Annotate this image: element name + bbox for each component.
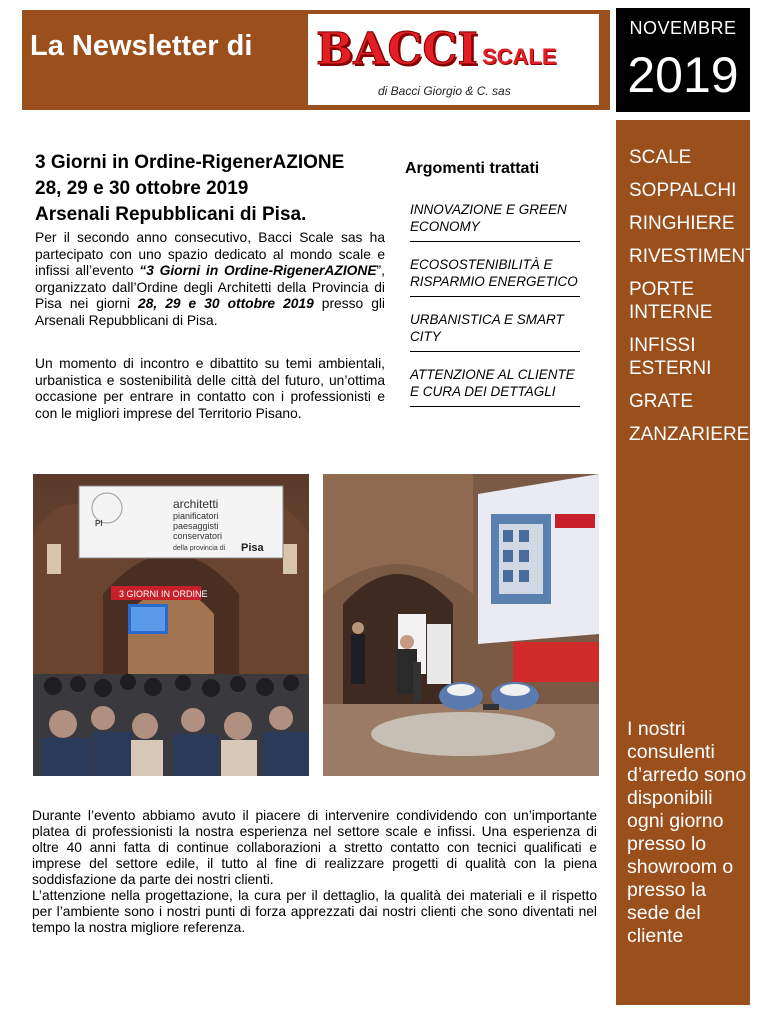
article-paragraph-4: L’attenzione nella progettazione, la cura per il dettaglio, la qualità dei materiali e il rispetto per l’ambiente sono i nostri punti di forza apprezzati dai nostri clienti che sono diventati nel tempo la nostra migliore referenza.: [32, 888, 597, 935]
event-name: “3 Giorni in Ordine-RigenerAZIONE: [139, 263, 377, 278]
sidebar-note: I nostri consulenti d’arredo sono disponibili ogni giorno presso lo showroom o presso la sede del cliente: [627, 718, 747, 947]
logo-brand-text: BACCI: [316, 24, 478, 75]
issue-year: 2019: [627, 47, 739, 103]
text-run: Per il secondo anno consecutivo, Bacci Scale sas ha partecipato con uno spazio dedicato al mondo scale e infissi all’evento: [35, 230, 385, 278]
product-item: GRATE: [629, 391, 694, 412]
title-line: 3 Giorni in Ordine-RigenerAZIONE: [35, 152, 345, 173]
product-item: SCALE: [629, 147, 692, 168]
stage-presentation-photo: [323, 474, 599, 776]
product-item: ZANZARIERE: [629, 424, 750, 445]
product-item: RIVESTIMENTI: [629, 246, 763, 267]
product-item: PORTE INTERNE: [629, 279, 713, 323]
logo-suffix-text: SCALE: [481, 44, 557, 69]
topic-item: URBANISTICA E SMART CITY: [410, 309, 580, 352]
company-logo: [308, 14, 599, 105]
topics-title: Argomenti trattati: [405, 160, 540, 177]
banner-text: architetti: [173, 497, 219, 511]
topic-item: ECOSOSTENIBILITÀ E RISPARMIO ENERGETICO: [410, 254, 580, 297]
article-paragraph-2: Un momento di incontro e dibattito su temi ambientali, urbanistica e sostenibilità delle città del futuro, un’ottima occasione per entrare in contatto con i professionisti e con le migliori imprese del Territorio Pisano.: [35, 356, 385, 421]
product-item: RINGHIERE: [629, 213, 735, 234]
banner-text: pianificatori: [173, 511, 219, 521]
banner-text: Pisa: [241, 542, 264, 554]
logo-subtitle: di Bacci Giorgio & C. sas: [378, 84, 511, 98]
text-run: ”, organizzato dall’Ordine degli Architetti della Provincia di Pisa nei giorni: [35, 263, 385, 311]
topic-item: ATTENZIONE AL CLIENTE E CURA DEI DETTAGLI: [410, 364, 580, 407]
banner-badge: PI: [95, 519, 103, 528]
product-item: INFISSI ESTERNI: [629, 335, 712, 379]
title-line: Arsenali Repubblicani di Pisa.: [35, 204, 307, 225]
issue-date-box: [616, 8, 750, 112]
article-title: [35, 150, 344, 228]
banner-text: conservatori: [173, 531, 223, 541]
banner-text: della provincia di: [173, 545, 226, 552]
text-run: presso gli Arsenali Repubblicani di Pisa.: [35, 296, 385, 328]
article-body-lower: [32, 808, 597, 936]
banner-text: paesaggisti: [173, 521, 219, 531]
issue-month: NOVEMBRE: [629, 18, 737, 38]
sidebar: [616, 120, 763, 1005]
article-paragraph-1: [35, 230, 385, 329]
topics-list: [410, 199, 580, 419]
article-paragraph-3: Durante l’evento abbiamo avuto il piacere di intervenire condividendo con un’importante platea di professionisti la nostra esperienza nel settore scale e infissi. Una esperienza di oltre 40 anni fatta di continue collaborazioni a stretto contatto con tecnici qualificati e imprese del settore edile, il tutto al fine di realizzare progetti di qualità con la piena soddisfazione da parte dei nostri clienti.: [32, 808, 597, 887]
product-list: [629, 146, 763, 456]
topic-item: INNOVAZIONE E GREEN ECONOMY: [410, 199, 580, 242]
conference-hall-photo: [33, 474, 309, 776]
title-line: 28, 29 e 30 ottobre 2019: [35, 178, 249, 199]
event-dates: 28, 29 e 30 ottobre 2019: [138, 296, 314, 311]
stage-sign-text: 3 GIORNI IN ORDINE: [119, 589, 208, 599]
newsletter-title: La Newsletter di: [30, 30, 253, 62]
product-item: SOPPALCHI: [629, 180, 737, 201]
